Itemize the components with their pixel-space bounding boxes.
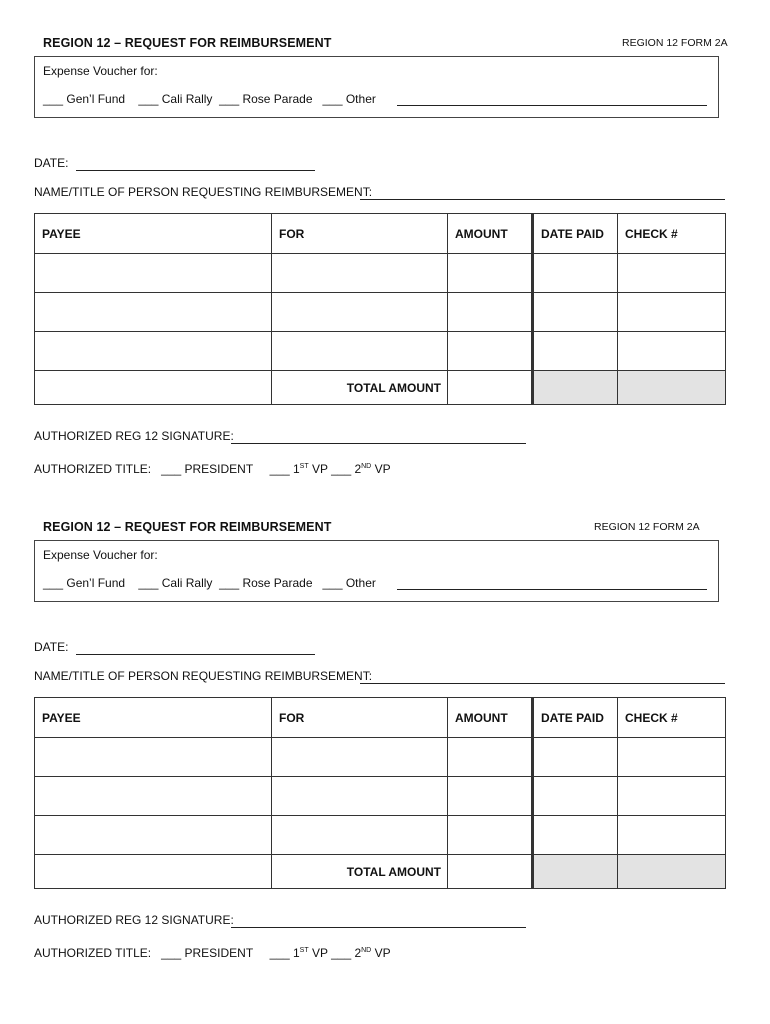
header-check-number: CHECK # [618,214,726,254]
table-row [35,738,726,777]
date-label: DATE: [34,156,69,170]
for-cell[interactable] [272,293,448,332]
expense-voucher-box [34,540,719,602]
requester-name-label: NAME/TITLE OF PERSON REQUESTING REIMBURSEMENT: [34,669,373,683]
signature-blank[interactable] [231,443,526,444]
date-paid-cell[interactable] [533,738,618,777]
for-cell[interactable] [272,738,448,777]
payee-cell[interactable] [35,738,272,777]
header-payee: PAYEE [35,698,272,738]
header-payee: PAYEE [35,214,272,254]
check-number-cell[interactable] [618,332,726,371]
first-vp-option[interactable]: ___ 1ST VP [269,462,328,476]
expense-table [34,213,726,405]
second-vp-option[interactable]: ___ 2ND VP [331,946,391,960]
amount-cell[interactable] [448,738,533,777]
check-number-cell[interactable] [618,738,726,777]
payee-cell[interactable] [35,816,272,855]
authorized-title-row [34,462,391,476]
payee-cell[interactable] [35,293,272,332]
header-for: FOR [272,698,448,738]
signature-blank[interactable] [231,927,526,928]
amount-cell[interactable] [448,777,533,816]
for-cell[interactable] [272,777,448,816]
date-paid-cell[interactable] [533,777,618,816]
total-amount-label: TOTAL AMOUNT [272,371,448,405]
table-row [35,777,726,816]
amount-cell[interactable] [448,293,533,332]
table-row [35,332,726,371]
header-amount: AMOUNT [448,698,533,738]
president-option[interactable]: ___ PRESIDENT [161,462,253,476]
signature-label: AUTHORIZED REG 12 SIGNATURE: [34,913,234,927]
total-empty-cell [35,371,272,405]
expense-voucher-box [34,56,719,118]
reimbursement-form-1 [0,0,770,480]
amount-cell[interactable] [448,332,533,371]
shaded-cell [618,371,726,405]
date-blank[interactable] [76,170,315,171]
amount-cell[interactable] [448,816,533,855]
reimbursement-form-2 [0,484,770,964]
table-row [35,293,726,332]
form-code: REGION 12 FORM 2A [594,521,700,533]
header-date-paid: DATE PAID [533,214,618,254]
expense-table [34,697,726,889]
total-amount-cell[interactable] [448,371,533,405]
requester-name-blank[interactable] [360,199,725,200]
table-header-row [35,214,726,254]
check-number-cell[interactable] [618,777,726,816]
for-cell[interactable] [272,332,448,371]
authorized-title-label: AUTHORIZED TITLE: [34,946,152,960]
payee-cell[interactable] [35,777,272,816]
header-for: FOR [272,214,448,254]
form-title: REGION 12 – REQUEST FOR REIMBURSEMENT [43,36,332,50]
total-empty-cell [35,855,272,889]
fund-options-line[interactable]: ___ Gen’l Fund ___ Cali Rally ___ Rose Parade ___ Other [43,92,376,106]
total-row [35,371,726,405]
president-option[interactable]: ___ PRESIDENT [161,946,253,960]
authorized-title-label: AUTHORIZED TITLE: [34,462,152,476]
payee-cell[interactable] [35,332,272,371]
second-vp-option[interactable]: ___ 2ND VP [331,462,391,476]
requester-name-label: NAME/TITLE OF PERSON REQUESTING REIMBURSEMENT: [34,185,373,199]
table-row [35,816,726,855]
requester-name-blank[interactable] [360,683,725,684]
for-cell[interactable] [272,816,448,855]
fund-options-line[interactable]: ___ Gen’l Fund ___ Cali Rally ___ Rose Parade ___ Other [43,576,376,590]
expense-voucher-label: Expense Voucher for: [43,548,158,562]
table-header-row [35,698,726,738]
check-number-cell[interactable] [618,293,726,332]
header-check-number: CHECK # [618,698,726,738]
form-code: REGION 12 FORM 2A [622,37,728,49]
check-number-cell[interactable] [618,254,726,293]
date-paid-cell[interactable] [533,293,618,332]
header-amount: AMOUNT [448,214,533,254]
date-paid-cell[interactable] [533,332,618,371]
for-cell[interactable] [272,254,448,293]
total-amount-label: TOTAL AMOUNT [272,855,448,889]
date-paid-cell[interactable] [533,254,618,293]
shaded-cell [533,855,618,889]
other-fund-blank[interactable] [397,105,707,106]
first-vp-option[interactable]: ___ 1ST VP [269,946,328,960]
form-title: REGION 12 – REQUEST FOR REIMBURSEMENT [43,520,332,534]
expense-voucher-label: Expense Voucher for: [43,64,158,78]
date-label: DATE: [34,640,69,654]
authorized-title-row [34,946,391,960]
total-amount-cell[interactable] [448,855,533,889]
date-blank[interactable] [76,654,315,655]
check-number-cell[interactable] [618,816,726,855]
other-fund-blank[interactable] [397,589,707,590]
payee-cell[interactable] [35,254,272,293]
shaded-cell [533,371,618,405]
total-row [35,855,726,889]
signature-label: AUTHORIZED REG 12 SIGNATURE: [34,429,234,443]
date-paid-cell[interactable] [533,816,618,855]
header-date-paid: DATE PAID [533,698,618,738]
table-row [35,254,726,293]
amount-cell[interactable] [448,254,533,293]
shaded-cell [618,855,726,889]
